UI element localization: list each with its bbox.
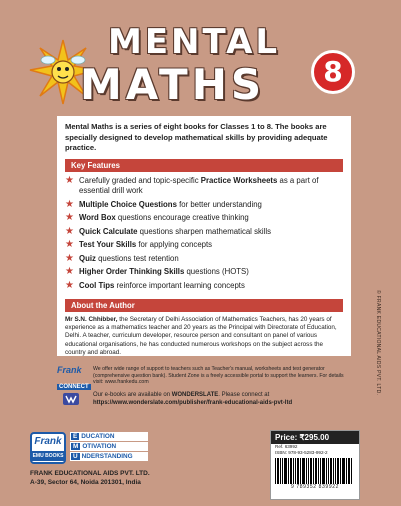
logo-emu-books: EMU BOOKS	[32, 453, 64, 459]
barcode-stripe	[302, 458, 305, 484]
feature-text: questions encourage creative thinking	[115, 213, 249, 222]
barcode-stripe	[282, 458, 283, 484]
wonderslate-block	[57, 391, 351, 411]
price-label: Price: ₹295.00	[271, 431, 359, 444]
star-bullet-icon: ★	[65, 198, 74, 210]
emu-line	[70, 452, 148, 461]
key-features-heading: Key Features	[65, 159, 343, 172]
barcode-stripe	[277, 458, 279, 484]
publisher-name	[30, 470, 150, 487]
barcode-stripe	[284, 458, 287, 484]
barcode-stripe	[308, 458, 309, 484]
description-panel	[57, 116, 351, 356]
emu-line	[70, 432, 148, 441]
about-author-heading: About the Author	[65, 299, 343, 312]
wonderslate-text	[93, 391, 292, 407]
barcode-stripe	[320, 458, 321, 484]
emu-rest: OTIVATION	[82, 443, 117, 450]
star-bullet-icon: ★	[65, 279, 74, 291]
frank-emu-logo	[30, 432, 66, 464]
barcode-stripe	[306, 458, 307, 484]
star-bullet-icon: ★	[65, 225, 74, 237]
wonderslate-logo-icon	[61, 391, 81, 409]
emu-line	[70, 442, 148, 451]
publisher-block	[30, 432, 190, 494]
barcode-stripe	[328, 458, 329, 484]
barcode-stripe	[315, 458, 317, 484]
publisher-address: A-39, Sector 64, Noida 201301, India	[30, 478, 141, 486]
emu-cap: U	[73, 453, 78, 460]
barcode-stripe	[342, 458, 345, 484]
title-mental: MENTAL	[108, 22, 281, 62]
barcode-stripe	[290, 458, 292, 484]
feature-text: for better understanding	[176, 199, 262, 209]
barcode-stripe	[335, 458, 336, 484]
feature-bold: Multiple Choice Questions	[79, 199, 177, 209]
frank-connect-logo	[57, 365, 89, 390]
star-bullet-icon: ★	[65, 175, 74, 186]
ref-number: Ref. 63992	[275, 444, 298, 449]
emu-cap: M	[73, 443, 79, 450]
barcode-stripe	[280, 458, 281, 484]
ws-line1-post: . Please connect at	[218, 392, 270, 398]
emu-rest: DUCATION	[81, 433, 115, 440]
barcode-stripe	[337, 458, 339, 484]
barcode-stripe	[351, 458, 352, 484]
price-barcode-box	[270, 430, 360, 500]
title-maths: MATHS	[80, 60, 266, 109]
feature-item	[65, 176, 343, 196]
connect-logo-top: Frank	[57, 365, 82, 375]
intro-text: Mental Maths is a series of eight books for Classes 1 to 8. The books are specially designed to develop mathematical skills by providing adequate practice.	[65, 122, 328, 152]
barcode-stripe	[340, 458, 341, 484]
connect-text: We offer wide range of support to teachers such as Teacher's manual, worksheets and test generator (comprehensive question bank). Student Zone is a freely accessible portal to support the learners. For details visit: www.frankedu.com	[93, 366, 344, 386]
connect-logo-bottom: CONNECT	[59, 384, 89, 390]
author-name: Mr S.N. Chhibber,	[65, 316, 118, 323]
wonderslate-link[interactable]: https://www.wonderslate.com/publisher/frank-educational-aids-pvt-ltd	[93, 400, 293, 406]
feature-text: questions test retention	[95, 253, 179, 263]
feature-item	[65, 213, 343, 223]
key-features-list	[65, 176, 343, 291]
author-bio-text: the Secretary of Delhi Association of Mathematics Teachers, has 20 years of experience as a mathematics teacher and 20 years as the Principal with Directorate of Education, Delhi. A teacher, curriculum developer, resource person and consultant on panel of various educational organisations, he has conducted numerous workshops on the subject across the country and abroad.	[65, 316, 337, 356]
feature-item	[65, 254, 343, 264]
barcode-stripe	[318, 458, 319, 484]
author-bio	[65, 316, 343, 357]
isbn-number: ISBN: 978-93-5283-992-2	[275, 450, 328, 455]
feature-item	[65, 200, 343, 210]
feature-bold: Word Box	[79, 213, 116, 222]
barcode-stripe	[297, 458, 299, 484]
barcode-stripe	[293, 458, 294, 484]
feature-bold: Higher Order Thinking Skills	[79, 267, 185, 276]
feature-text: as a part of essential drill work	[79, 176, 319, 195]
feature-text: questions sharpen mathematical skills	[137, 226, 271, 236]
star-bullet-icon: ★	[65, 212, 74, 223]
barcode-stripe	[288, 458, 289, 484]
feature-text: reinforce important learning concepts	[114, 280, 245, 290]
emu-tagline	[70, 432, 148, 462]
feature-item	[65, 240, 343, 250]
feature-bold: Test Your Skills	[79, 240, 137, 249]
barcode-stripe	[333, 458, 334, 484]
feature-text: for applying concepts	[136, 240, 213, 249]
barcode-stripe	[275, 458, 276, 484]
emu-rest: NDERSTANDING	[81, 453, 133, 460]
barcode-number: 9 789352 839922	[291, 484, 339, 490]
side-copyright: © FRANK EDUCATIONAL AIDS PVT. LTD.	[375, 290, 381, 396]
feature-bold: Quiz	[79, 253, 96, 263]
feature-text: questions (HOTS)	[184, 267, 249, 276]
feature-text: Carefully graded and topic-specific	[79, 176, 201, 185]
star-bullet-icon: ★	[65, 239, 74, 250]
ws-line1-pre: Our e-books are available on	[93, 392, 172, 398]
barcode-stripe	[295, 458, 296, 484]
barcode-stripe	[300, 458, 301, 484]
feature-item	[65, 267, 343, 277]
ws-line1-bold: WONDERSLATE	[171, 392, 219, 398]
feature-bold: Practice Worksheets	[200, 176, 278, 185]
barcode-icon	[275, 458, 355, 484]
feature-bold: Cool Tips	[79, 280, 115, 290]
feature-item	[65, 281, 343, 291]
feature-item	[65, 227, 343, 237]
star-bullet-icon: ★	[65, 252, 74, 264]
barcode-stripe	[348, 458, 350, 484]
barcode-stripe	[322, 458, 325, 484]
barcode-stripe	[313, 458, 314, 484]
star-bullet-icon: ★	[65, 266, 74, 277]
feature-bold: Quick Calculate	[79, 226, 138, 236]
barcode-stripe	[326, 458, 327, 484]
barcode-stripe	[330, 458, 332, 484]
frank-connect-block	[57, 365, 351, 390]
barcode-stripe	[346, 458, 347, 484]
logo-frank: Frank	[34, 436, 62, 447]
publisher-company: FRANK EDUCATIONAL AIDS PVT. LTD.	[30, 470, 150, 477]
barcode-stripe	[310, 458, 312, 484]
cover-title-area	[0, 0, 401, 112]
emu-cap: E	[73, 433, 78, 440]
grade-badge: 8	[311, 50, 355, 94]
